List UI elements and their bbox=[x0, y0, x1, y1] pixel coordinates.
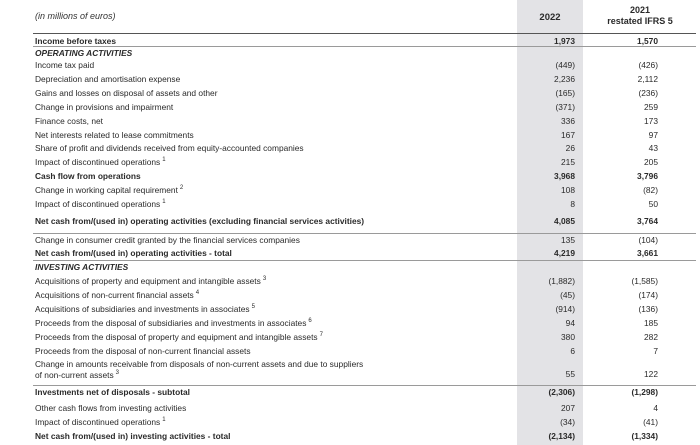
row-label-text: Finance costs, net bbox=[35, 116, 103, 126]
row-label bbox=[35, 318, 312, 328]
row-divider bbox=[33, 46, 696, 47]
row-label-text: Change in amounts receivable from disposals of non-current assets and due to suppliers bbox=[35, 359, 364, 369]
value-2022: 26 bbox=[565, 143, 575, 153]
row-label-text: Impact of discontinued operations bbox=[35, 199, 161, 209]
value-2022: (34) bbox=[560, 417, 575, 427]
value-2021: 185 bbox=[644, 318, 658, 328]
value-2021: 43 bbox=[648, 143, 658, 153]
value-2022: 4,219 bbox=[554, 248, 575, 258]
value-2021: (1,298) bbox=[631, 387, 658, 397]
value-2021: 97 bbox=[648, 130, 658, 140]
footnote-marker: 1 bbox=[162, 417, 166, 424]
row-label bbox=[35, 36, 116, 46]
value-2021: 7 bbox=[653, 346, 658, 356]
row-label-text: Change in working capital requirement bbox=[35, 185, 178, 195]
footnote-marker: 1 bbox=[162, 157, 166, 164]
value-2021: 3,764 bbox=[637, 216, 658, 226]
column-header-2021-year: 2021 bbox=[629, 5, 651, 15]
row-label bbox=[35, 185, 183, 195]
value-2021: 205 bbox=[644, 157, 658, 167]
value-2021: 1,570 bbox=[637, 36, 658, 46]
value-2022: (165) bbox=[555, 88, 575, 98]
column-header-2021 bbox=[585, 5, 695, 27]
row-label bbox=[35, 116, 103, 126]
row-label bbox=[35, 60, 94, 70]
column-header-2022: 2022 bbox=[539, 12, 561, 23]
row-label-text: INVESTING ACTIVITIES bbox=[35, 262, 129, 272]
value-2021: 4 bbox=[653, 403, 658, 413]
row-label bbox=[35, 276, 266, 286]
value-2022: (2,306) bbox=[548, 387, 575, 397]
value-2022: 55 bbox=[565, 369, 575, 379]
row-label bbox=[35, 304, 255, 314]
value-2022: (449) bbox=[555, 60, 575, 70]
row-divider bbox=[33, 260, 696, 261]
row-label bbox=[35, 290, 199, 300]
value-2021: 259 bbox=[644, 102, 658, 112]
row-label-text: Depreciation and amortisation expense bbox=[35, 74, 181, 84]
value-2021: (426) bbox=[638, 60, 658, 70]
value-2022: (371) bbox=[555, 102, 575, 112]
row-label-text: Other cash flows from investing activities bbox=[35, 403, 187, 413]
footnote-marker: 4 bbox=[195, 290, 200, 297]
value-2022: 2,236 bbox=[554, 74, 575, 84]
footnote-marker: 5 bbox=[251, 304, 255, 311]
value-2022: 215 bbox=[561, 157, 575, 167]
value-2022: 380 bbox=[561, 332, 575, 342]
row-label-text: Acquisitions of subsidiaries and investments in associates bbox=[35, 304, 250, 314]
units-note: (in millions of euros) bbox=[35, 11, 116, 21]
value-2022: (45) bbox=[560, 290, 575, 300]
value-2021: 173 bbox=[644, 116, 658, 126]
row-label-text: Change in consumer credit granted by the financial services companies bbox=[35, 235, 300, 245]
row-label bbox=[35, 235, 300, 245]
value-2022: 167 bbox=[561, 130, 575, 140]
row-label bbox=[35, 417, 166, 427]
value-2022: 336 bbox=[561, 116, 575, 126]
value-2022: 8 bbox=[570, 199, 575, 209]
footnote-marker: 3 bbox=[115, 370, 120, 376]
value-2021: (1,334) bbox=[631, 431, 658, 441]
value-2022: 3,968 bbox=[554, 171, 575, 181]
value-2021: 3,661 bbox=[637, 248, 658, 258]
row-label bbox=[35, 74, 180, 84]
row-label-text: Proceeds from the disposal of subsidiaries and investments in associates bbox=[35, 318, 307, 328]
row-label bbox=[35, 171, 141, 181]
value-2022: 207 bbox=[561, 403, 575, 413]
row-label-text: Net cash from/(used in) operating activities (excluding financial services activities) bbox=[35, 216, 365, 226]
value-2021: 122 bbox=[644, 369, 658, 379]
row-label-text: Net cash from/(used in) operating activities - total bbox=[35, 248, 232, 258]
row-label bbox=[35, 332, 323, 342]
value-2021: (174) bbox=[638, 290, 658, 300]
value-2022: 6 bbox=[570, 346, 575, 356]
row-divider bbox=[33, 233, 696, 234]
row-label-text: Income tax paid bbox=[35, 60, 95, 70]
row-label-text-continued: of non-current assets bbox=[35, 369, 114, 380]
row-label bbox=[35, 157, 166, 167]
row-label-text: Cash flow from operations bbox=[35, 171, 141, 181]
row-label-text: Impact of discontinued operations bbox=[35, 417, 161, 427]
value-2021: (104) bbox=[638, 235, 658, 245]
row-label bbox=[35, 88, 218, 98]
row-label-text: Impact of discontinued operations bbox=[35, 157, 161, 167]
row-label bbox=[35, 48, 132, 58]
footnote-marker: 6 bbox=[308, 318, 312, 325]
row-label bbox=[35, 199, 166, 209]
row-label-text: Acquisitions of non-current financial assets bbox=[35, 290, 194, 300]
value-2022: (914) bbox=[555, 304, 575, 314]
footnote-marker: 3 bbox=[262, 276, 267, 283]
value-2021: (136) bbox=[638, 304, 658, 314]
row-label bbox=[35, 216, 364, 226]
row-label-text: Share of profit and dividends received from equity-accounted companies bbox=[35, 143, 304, 153]
row-label bbox=[35, 102, 173, 112]
row-label-text: Acquisitions of property and equipment and intangible assets bbox=[35, 276, 261, 286]
row-label-text: Net interests related to lease commitments bbox=[35, 130, 194, 140]
value-2022: (1,882) bbox=[548, 276, 575, 286]
row-label-text: Gains and losses on disposal of assets and other bbox=[35, 88, 218, 98]
value-2021: (1,585) bbox=[631, 276, 658, 286]
row-label-text: Change in provisions and impairment bbox=[35, 102, 174, 112]
row-label bbox=[35, 248, 232, 258]
value-2022: (2,134) bbox=[548, 431, 575, 441]
row-label bbox=[35, 346, 251, 356]
footnote-marker: 1 bbox=[162, 199, 166, 206]
row-label-text: Investments net of disposals - subtotal bbox=[35, 387, 190, 397]
row-label-text: Net cash from/(used in) investing activities - total bbox=[35, 431, 231, 441]
row-label bbox=[35, 360, 363, 380]
header-divider bbox=[33, 33, 696, 34]
row-label bbox=[35, 387, 190, 397]
row-label-text: Income before taxes bbox=[35, 36, 116, 46]
value-2021: (236) bbox=[638, 88, 658, 98]
value-2022: 4,085 bbox=[554, 216, 575, 226]
footnote-marker: 2 bbox=[179, 185, 184, 192]
value-2022: 108 bbox=[561, 185, 575, 195]
row-divider bbox=[33, 385, 696, 386]
row-label bbox=[35, 403, 186, 413]
value-2021: (82) bbox=[643, 185, 658, 195]
row-label-text: Proceeds from the disposal of property and equipment and intangible assets bbox=[35, 332, 318, 342]
value-2021: 282 bbox=[644, 332, 658, 342]
value-2022: 94 bbox=[565, 318, 575, 328]
row-label bbox=[35, 262, 128, 272]
row-label-text: Proceeds from the disposal of non-current financial assets bbox=[35, 346, 251, 356]
row-label bbox=[35, 143, 304, 153]
row-label bbox=[35, 431, 230, 441]
value-2021: 50 bbox=[648, 199, 658, 209]
value-2021: 2,112 bbox=[637, 74, 658, 84]
table-header bbox=[0, 0, 700, 33]
footnote-marker: 7 bbox=[319, 332, 323, 339]
column-header-2021-note: restated IFRS 5 bbox=[607, 16, 673, 26]
value-2022: 135 bbox=[561, 235, 575, 245]
value-2021: (41) bbox=[643, 417, 658, 427]
row-label bbox=[35, 130, 194, 140]
value-2022: 1,973 bbox=[554, 36, 575, 46]
row-label-text: OPERATING ACTIVITIES bbox=[35, 48, 133, 58]
value-2021: 3,796 bbox=[637, 171, 658, 181]
